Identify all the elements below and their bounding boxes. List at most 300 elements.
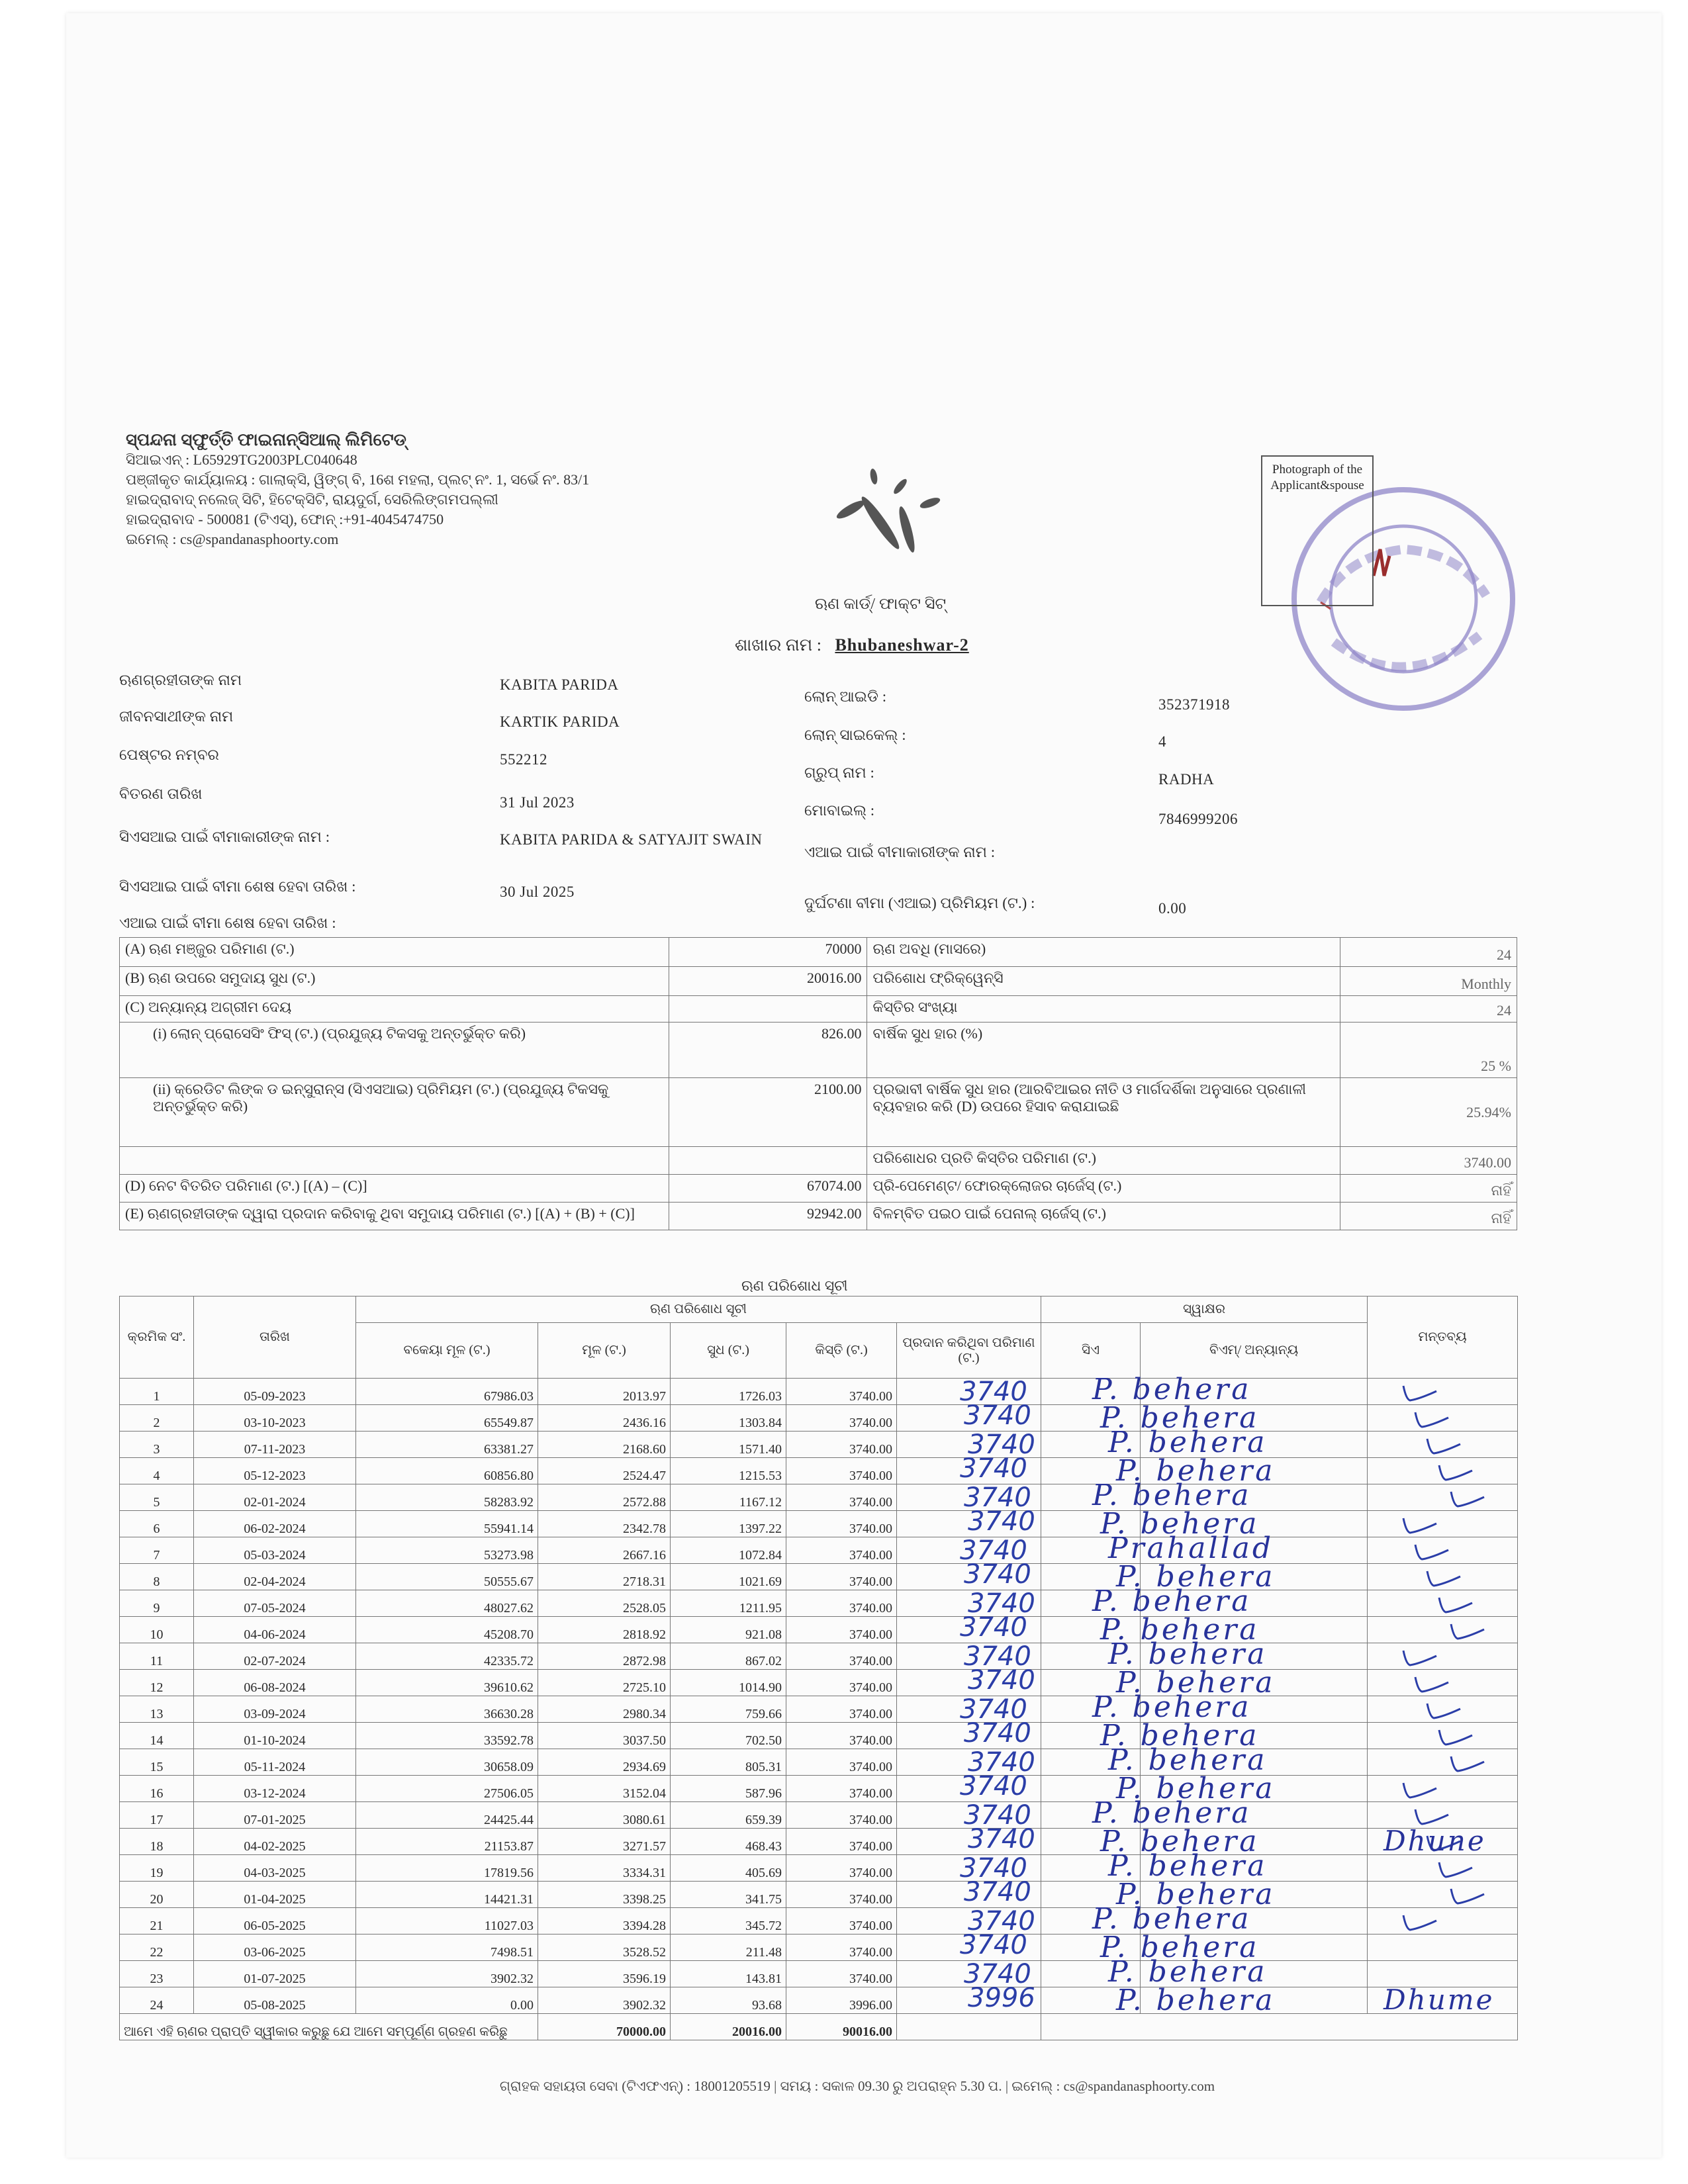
row-principal: 3528.52 xyxy=(538,1934,671,1961)
row-interest: 1215.53 xyxy=(671,1458,786,1484)
summary-row xyxy=(120,938,1517,967)
summary-left: (A) ଋଣ ମଞ୍ଜୁର ପରିମାଣ (ଟ.) xyxy=(120,938,669,967)
row-principal: 3398.25 xyxy=(538,1882,671,1908)
row-sl: 21 xyxy=(120,1908,194,1934)
schedule-row xyxy=(120,1908,1518,1934)
row-member-sign-cell xyxy=(1141,1961,1368,1987)
row-remarks-cell xyxy=(1368,1934,1518,1961)
row-outstanding: 58283.92 xyxy=(356,1484,538,1511)
row-remarks-cell xyxy=(1368,1484,1518,1511)
row-member-sign-cell xyxy=(1141,1829,1368,1855)
summary-right-value: 25 % xyxy=(1340,1023,1517,1078)
row-amount-paid-cell xyxy=(897,1749,1041,1776)
row-emi: 3740.00 xyxy=(786,1511,897,1537)
schedule-row xyxy=(120,1590,1518,1617)
total-interest: 20016.00 xyxy=(671,2014,786,2040)
handwritten-signature: P. behera xyxy=(1108,1743,1268,1777)
row-member-sign-cell xyxy=(1141,1934,1368,1961)
handwritten-remark: Dhume xyxy=(1383,1983,1495,2016)
row-interest: 1211.95 xyxy=(671,1590,786,1617)
handwritten-paid-amount: 3740 xyxy=(968,1747,1035,1778)
row-outstanding: 48027.62 xyxy=(356,1590,538,1617)
schedule-row xyxy=(120,1723,1518,1749)
row-staff-sign-cell xyxy=(1041,1643,1141,1670)
row-remarks-cell xyxy=(1368,1590,1518,1617)
repayment-schedule-table xyxy=(119,1296,1518,2040)
handwritten-signature: P. behera xyxy=(1108,1849,1268,1883)
row-staff-sign-cell xyxy=(1041,1590,1141,1617)
summary-right: ପରିଶୋଧର ପ୍ରତି କିସ୍ତିର ପରିମାଣ (ଟ.) xyxy=(867,1147,1340,1175)
row-principal: 2436.16 xyxy=(538,1405,671,1432)
handwritten-paid-amount: 3740 xyxy=(964,1559,1031,1590)
summary-row xyxy=(120,1078,1517,1147)
row-sl: 24 xyxy=(120,1987,194,2014)
handwritten-paid-amount: 3740 xyxy=(968,1665,1035,1696)
row-member-sign-cell xyxy=(1141,1511,1368,1537)
row-staff-sign-cell xyxy=(1041,1855,1141,1882)
row-sl: 5 xyxy=(120,1484,194,1511)
row-outstanding: 39610.62 xyxy=(356,1670,538,1696)
row-remarks-cell xyxy=(1368,1908,1518,1934)
row-remarks-cell xyxy=(1368,1987,1518,2014)
row-sl: 17 xyxy=(120,1802,194,1829)
handwritten-paid-amount: 3740 xyxy=(960,1853,1027,1884)
handwritten-paid-amount: 3740 xyxy=(960,1453,1027,1484)
ai-premium-label: ଦୁର୍ଘଟଣା ବୀମା (ଏଆଇ) ପ୍ରିମିୟମ (ଟ.) : xyxy=(804,895,1035,911)
row-interest: 468.43 xyxy=(671,1829,786,1855)
schedule-row xyxy=(120,1829,1518,1855)
row-interest: 805.31 xyxy=(671,1749,786,1776)
schedule-row xyxy=(120,1432,1518,1458)
row-member-sign-cell xyxy=(1141,1458,1368,1484)
handwritten-signature: P. behera xyxy=(1092,1373,1252,1406)
handwritten-signature: P. behera xyxy=(1108,1955,1268,1989)
total-principal: 70000.00 xyxy=(538,2014,671,2040)
row-remarks-cell xyxy=(1368,1458,1518,1484)
row-staff-sign-cell xyxy=(1041,1696,1141,1723)
row-amount-paid-cell xyxy=(897,1908,1041,1934)
row-staff-sign-cell xyxy=(1041,1537,1141,1564)
row-date: 01-04-2025 xyxy=(194,1882,356,1908)
schedule-title: ଋଣ ପରିଶୋଧ ସୂଚୀ xyxy=(741,1277,848,1294)
row-emi: 3740.00 xyxy=(786,1458,897,1484)
summary-left: (E) ଋଣଗ୍ରହୀତାଙ୍କ ଦ୍ୱାରା ପ୍ରଦାନ କରିବାକୁ ଥିବା ସମୁଦାୟ ପରିମାଣ (ଟ.) [(A) + (B) + (C)] xyxy=(120,1203,669,1230)
row-principal: 3271.57 xyxy=(538,1829,671,1855)
branch-label: ଶାଖାର ନାମ : xyxy=(735,635,821,655)
row-interest: 1726.03 xyxy=(671,1379,786,1405)
schedule-row xyxy=(120,1961,1518,1987)
schedule-row xyxy=(120,1643,1518,1670)
row-remarks-cell xyxy=(1368,1617,1518,1643)
csi-expiry-label: ସିଏସଆଇ ପାଇଁ ବୀମା ଶେଷ ହେବା ତାରିଖ : xyxy=(119,878,356,895)
row-amount-paid-cell xyxy=(897,1405,1041,1432)
row-interest: 1571.40 xyxy=(671,1432,786,1458)
row-member-sign-cell xyxy=(1141,1987,1368,2014)
handwritten-paid-amount: 3740 xyxy=(968,1430,1035,1460)
ai-premium-value: 0.00 xyxy=(1158,900,1187,917)
row-amount-paid-cell xyxy=(897,1511,1041,1537)
row-member-sign-cell xyxy=(1141,1855,1368,1882)
row-outstanding: 63381.27 xyxy=(356,1432,538,1458)
ai-insured-label: ଏଆଇ ପାଇଁ ବୀମାକାରୀଙ୍କ ନାମ : xyxy=(804,844,996,860)
col-header-outstanding: ବକେୟା ମୂଳ (ଟ.) xyxy=(356,1323,538,1379)
row-principal: 3152.04 xyxy=(538,1776,671,1802)
handwritten-paid-amount: 3740 xyxy=(964,1482,1031,1513)
row-amount-paid-cell xyxy=(897,1776,1041,1802)
csi-expiry-value: 30 Jul 2025 xyxy=(500,884,575,900)
row-emi: 3740.00 xyxy=(786,1802,897,1829)
summary-right: ପ୍ରି-ପେମେଣ୍ଟ/ ଫୋରକ୍ଲୋଜର ଚାର୍ଜେସ୍ (ଟ.) xyxy=(867,1175,1340,1203)
schedule-row xyxy=(120,1379,1518,1405)
row-remarks-cell xyxy=(1368,1432,1518,1458)
row-member-sign-cell xyxy=(1141,1723,1368,1749)
row-interest: 1072.84 xyxy=(671,1537,786,1564)
handwritten-remark: Dhune xyxy=(1383,1825,1486,1857)
row-amount-paid-cell xyxy=(897,1590,1041,1617)
company-address-line-1: ପଞ୍ଜୀକୃତ କାର୍ଯ୍ୟାଳୟ : ଗାଲାକ୍ସି, ୱିଙ୍ଗ୍ ବି, 16ଶ ମହଲା, ପ୍ଲଟ୍ ନଂ. 1, ସର୍ଭେ ନଂ. 83/1 xyxy=(126,471,589,488)
row-amount-paid-cell xyxy=(897,1696,1041,1723)
row-member-sign-cell xyxy=(1141,1379,1368,1405)
row-amount-paid-cell xyxy=(897,1829,1041,1855)
row-sl: 2 xyxy=(120,1405,194,1432)
row-emi: 3740.00 xyxy=(786,1537,897,1564)
handwritten-paid-amount: 3740 xyxy=(964,1877,1031,1907)
schedule-row xyxy=(120,1405,1518,1432)
card-title: ଋଣ କାର୍ଡ୍/ ଫାକ୍ଟ ସିଟ୍ xyxy=(814,596,947,613)
company-logo xyxy=(814,457,947,569)
col-header-sl: କ୍ରମିକ ସଂ. xyxy=(120,1297,194,1379)
branch-value: Bhubaneshwar-2 xyxy=(835,635,969,655)
company-name: ସ୍ପନ୍ଦନା ସ୍ଫୁର୍ତ୍ତି ଫାଇନାନ୍ସିଆଲ୍ ଲିମିଟେଡ୍ xyxy=(126,430,406,449)
disbursement-date-value: 31 Jul 2023 xyxy=(500,794,575,811)
col-group-signature: ସ୍ୱାକ୍ଷର xyxy=(1041,1297,1368,1323)
handwritten-signature: P. behera xyxy=(1092,1690,1252,1724)
col-header-interest: ସୁଧ (ଟ.) xyxy=(671,1323,786,1379)
row-amount-paid-cell xyxy=(897,1802,1041,1829)
company-header xyxy=(126,430,589,549)
spouse-name-value: KARTIK PARIDA xyxy=(500,713,620,730)
row-remarks-cell xyxy=(1368,1723,1518,1749)
row-outstanding: 27506.05 xyxy=(356,1776,538,1802)
row-date: 01-07-2025 xyxy=(194,1961,356,1987)
schedule-row xyxy=(120,1670,1518,1696)
handwritten-paid-amount: 3740 xyxy=(960,1377,1027,1407)
handwritten-signature: P. behera xyxy=(1116,1454,1276,1488)
row-date: 05-11-2024 xyxy=(194,1749,356,1776)
row-emi: 3740.00 xyxy=(786,1643,897,1670)
row-principal: 2872.98 xyxy=(538,1643,671,1670)
row-amount-paid-cell xyxy=(897,1643,1041,1670)
handwritten-paid-amount: 3740 xyxy=(968,1906,1035,1936)
row-principal: 3080.61 xyxy=(538,1802,671,1829)
summary-right: ପ୍ରଭାବୀ ବାର୍ଷିକ ସୁଧ ହାର (ଆରବିଆଇର ନୀତି ଓ ମାର୍ଗଦର୍ଶିକା ଅନୁସାରେ ପ୍ରଣାଳୀ ବ୍ୟବହାର କରି (D) ଉପରେ ହିସାବ କରାଯାଇଛି xyxy=(867,1078,1340,1147)
row-date: 07-01-2025 xyxy=(194,1802,356,1829)
loan-summary-table xyxy=(119,937,1517,1230)
row-sl: 22 xyxy=(120,1934,194,1961)
handwritten-paid-amount: 3740 xyxy=(960,1694,1027,1725)
row-emi: 3740.00 xyxy=(786,1776,897,1802)
spouse-name-label: ଜୀବନସାଥୀଙ୍କ ନାମ xyxy=(119,708,234,725)
row-date: 02-04-2024 xyxy=(194,1564,356,1590)
row-staff-sign-cell xyxy=(1041,1882,1141,1908)
row-interest: 211.48 xyxy=(671,1934,786,1961)
row-remarks-cell xyxy=(1368,1696,1518,1723)
row-outstanding: 50555.67 xyxy=(356,1564,538,1590)
row-interest: 759.66 xyxy=(671,1696,786,1723)
row-member-sign-cell xyxy=(1141,1537,1368,1564)
col-header-staff-sign: ସିଏ xyxy=(1041,1323,1141,1379)
summary-right: କିସ୍ତିର ସଂଖ୍ୟା xyxy=(867,996,1340,1023)
row-outstanding: 21153.87 xyxy=(356,1829,538,1855)
row-member-sign-cell xyxy=(1141,1484,1368,1511)
row-amount-paid-cell xyxy=(897,1987,1041,2014)
summary-num xyxy=(669,996,867,1023)
row-remarks-cell xyxy=(1368,1511,1518,1537)
row-principal: 3037.50 xyxy=(538,1723,671,1749)
row-principal: 2572.88 xyxy=(538,1484,671,1511)
row-principal: 3394.28 xyxy=(538,1908,671,1934)
row-outstanding: 36630.28 xyxy=(356,1696,538,1723)
row-remarks-cell xyxy=(1368,1829,1518,1855)
row-date: 04-06-2024 xyxy=(194,1617,356,1643)
col-header-amount-paid: ପ୍ରଦାନ କରିଥିବା ପରିମାଣ (ଟ.) xyxy=(897,1323,1041,1379)
row-amount-paid-cell xyxy=(897,1537,1041,1564)
row-remarks-cell xyxy=(1368,1405,1518,1432)
handwritten-signature: P. behera xyxy=(1092,1584,1252,1618)
handwritten-signature: P. behera xyxy=(1108,1637,1268,1671)
row-outstanding: 7498.51 xyxy=(356,1934,538,1961)
summary-right-value: 24 xyxy=(1340,938,1517,967)
row-sl: 19 xyxy=(120,1855,194,1882)
handwritten-paid-amount: 3996 xyxy=(968,1983,1035,2013)
row-staff-sign-cell xyxy=(1041,1802,1141,1829)
row-staff-sign-cell xyxy=(1041,1458,1141,1484)
row-principal: 3596.19 xyxy=(538,1961,671,1987)
row-remarks-cell xyxy=(1368,1749,1518,1776)
row-remarks-cell xyxy=(1368,1564,1518,1590)
col-header-principal: ମୂଳ (ଟ.) xyxy=(538,1323,671,1379)
summary-left: (D) ନେଟ ବିତରିତ ପରିମାଣ (ଟ.) [(A) – (C)] xyxy=(120,1175,669,1203)
row-interest: 341.75 xyxy=(671,1882,786,1908)
summary-num: 67074.00 xyxy=(669,1175,867,1203)
schedule-row xyxy=(120,1537,1518,1564)
row-principal: 2013.97 xyxy=(538,1379,671,1405)
handwritten-signature: P. behera xyxy=(1100,1401,1260,1435)
row-staff-sign-cell xyxy=(1041,1379,1141,1405)
col-header-date: ତାରିଖ xyxy=(194,1297,356,1379)
handwritten-signature: P. behera xyxy=(1100,1507,1260,1541)
group-name-value: RADHA xyxy=(1158,771,1215,788)
summary-row xyxy=(120,1023,1517,1078)
col-header-emi: କିସ୍ତି (ଟ.) xyxy=(786,1323,897,1379)
schedule-row xyxy=(120,1776,1518,1802)
pester-number-label: ପେଷ୍ଟର ନମ୍ବର xyxy=(119,747,219,763)
handwritten-signature: P. behera xyxy=(1108,1426,1268,1459)
row-principal: 2718.31 xyxy=(538,1564,671,1590)
handwritten-signature: P. behera xyxy=(1100,1719,1260,1752)
row-member-sign-cell xyxy=(1141,1432,1368,1458)
row-member-sign-cell xyxy=(1141,1776,1368,1802)
row-sl: 7 xyxy=(120,1537,194,1564)
company-email: ଇମେଲ୍ : cs@spandanasphoorty.com xyxy=(126,531,339,547)
row-staff-sign-cell xyxy=(1041,1670,1141,1696)
schedule-row xyxy=(120,1511,1518,1537)
row-date: 04-02-2025 xyxy=(194,1829,356,1855)
row-sl: 23 xyxy=(120,1961,194,1987)
row-interest: 587.96 xyxy=(671,1776,786,1802)
handwritten-signature: P. behera xyxy=(1116,1560,1276,1594)
row-interest: 702.50 xyxy=(671,1723,786,1749)
col-group-repayment: ଋଣ ପରିଶୋଧ ସୂଚୀ xyxy=(356,1297,1041,1323)
handwritten-paid-amount: 3740 xyxy=(964,1959,1031,1989)
schedule-row xyxy=(120,1458,1518,1484)
row-sl: 11 xyxy=(120,1643,194,1670)
row-sl: 16 xyxy=(120,1776,194,1802)
row-emi: 3740.00 xyxy=(786,1484,897,1511)
handwritten-paid-amount: 3740 xyxy=(960,1930,1027,1960)
summary-right-value: Monthly xyxy=(1340,967,1517,996)
row-remarks-cell xyxy=(1368,1882,1518,1908)
summary-left: (C) ଅନ୍ୟାନ୍ୟ ଅଗ୍ରୀମ ଦେୟ xyxy=(120,996,669,1023)
row-staff-sign-cell xyxy=(1041,1405,1141,1432)
row-date: 05-09-2023 xyxy=(194,1379,356,1405)
csi-insured-label: ସିଏସଆଇ ପାଇଁ ବୀମାକାରୀଙ୍କ ନାମ : xyxy=(119,829,330,845)
handwritten-signature: P. behera xyxy=(1116,1772,1276,1805)
row-sl: 12 xyxy=(120,1670,194,1696)
row-emi: 3740.00 xyxy=(786,1829,897,1855)
handwritten-paid-amount: 3740 xyxy=(960,1535,1027,1566)
schedule-row xyxy=(120,1882,1518,1908)
row-staff-sign-cell xyxy=(1041,1776,1141,1802)
row-sl: 6 xyxy=(120,1511,194,1537)
row-date: 02-07-2024 xyxy=(194,1643,356,1670)
row-member-sign-cell xyxy=(1141,1908,1368,1934)
summary-left: (i) ଲୋନ୍ ପ୍ରୋସେସିଂ ଫିସ୍ (ଟ.) (ପ୍ରଯୁଜ୍ୟ ଟିକସକୁ ଅନ୍ତର୍ଭୁକ୍ତ କରି) xyxy=(120,1023,669,1078)
row-outstanding: 3902.32 xyxy=(356,1961,538,1987)
schedule-total-row xyxy=(120,2014,1518,2040)
row-member-sign-cell xyxy=(1141,1643,1368,1670)
row-outstanding: 14421.31 xyxy=(356,1882,538,1908)
row-outstanding: 33592.78 xyxy=(356,1723,538,1749)
row-principal: 2342.78 xyxy=(538,1511,671,1537)
row-date: 06-02-2024 xyxy=(194,1511,356,1537)
row-emi: 3740.00 xyxy=(786,1405,897,1432)
row-remarks-cell xyxy=(1368,1855,1518,1882)
row-sl: 8 xyxy=(120,1564,194,1590)
row-date: 06-05-2025 xyxy=(194,1908,356,1934)
handwritten-signature: Prahallad xyxy=(1108,1531,1274,1565)
handwritten-paid-amount: 3740 xyxy=(960,1771,1027,1801)
row-emi: 3740.00 xyxy=(786,1855,897,1882)
row-date: 03-12-2024 xyxy=(194,1776,356,1802)
row-member-sign-cell xyxy=(1141,1670,1368,1696)
row-staff-sign-cell xyxy=(1041,1749,1141,1776)
row-emi: 3740.00 xyxy=(786,1590,897,1617)
row-member-sign-cell xyxy=(1141,1802,1368,1829)
row-sl: 10 xyxy=(120,1617,194,1643)
disbursement-date-label: ବିତରଣ ତାରିଖ xyxy=(119,786,203,802)
schedule-row xyxy=(120,1802,1518,1829)
row-emi: 3740.00 xyxy=(786,1723,897,1749)
row-staff-sign-cell xyxy=(1041,1511,1141,1537)
summary-right-value: 3740.00 xyxy=(1340,1147,1517,1175)
row-amount-paid-cell xyxy=(897,1882,1041,1908)
page-footer: ଗ୍ରାହକ ସହାୟତା ସେବା (ଟିଏଫଏନ୍) : 18001205519 | ସମୟ : ସକାଳ 09.30 ରୁ ଅପରାହ୍ନ 5.30 ପ. | ଇମେଲ୍ : cs@spandanasphoorty.com xyxy=(499,2078,1215,2094)
row-principal: 2980.34 xyxy=(538,1696,671,1723)
row-amount-paid-cell xyxy=(897,1484,1041,1511)
handwritten-signature: P. behera xyxy=(1100,1931,1260,1964)
row-outstanding: 0.00 xyxy=(356,1987,538,2014)
row-amount-paid-cell xyxy=(897,1432,1041,1458)
borrower-name-label: ଋଣଗ୍ରହୀତାଙ୍କ ନାମ xyxy=(119,672,242,688)
row-member-sign-cell xyxy=(1141,1564,1368,1590)
handwritten-paid-amount: 3740 xyxy=(968,1506,1035,1537)
row-amount-paid-cell xyxy=(897,1961,1041,1987)
summary-left: (ii) କ୍ରେଡିଟ ଲିଙ୍କ ଡ ଇନ୍ସୁରାନ୍ସ (ସିଏସଆଇ) ପ୍ରିମିୟମ (ଟ.) (ପ୍ରଯୁଜ୍ୟ ଟିକସକୁ ଅନ୍ତର୍ଭୁକ୍ତ କରି) xyxy=(120,1078,669,1147)
summary-row xyxy=(120,1147,1517,1175)
schedule-row xyxy=(120,1749,1518,1776)
row-principal: 3902.32 xyxy=(538,1987,671,2014)
summary-right: ପରିଶୋଧ ଫ୍ରିକ୍ୱେନ୍ସି xyxy=(867,967,1340,996)
row-staff-sign-cell xyxy=(1041,1723,1141,1749)
acknowledgement-text: ଆମେ ଏହି ଋଣର ପ୍ରାପ୍ତି ସ୍ୱୀକାର କରୁଛୁ ଯେ ଆମେ ସମ୍ପୂର୍ଣ୍ଣ ଗ୍ରହଣ କରିଛୁ xyxy=(120,2014,538,2040)
row-member-sign-cell xyxy=(1141,1882,1368,1908)
summary-right-value: 24 xyxy=(1340,996,1517,1023)
summary-right-value: 25.94% xyxy=(1340,1078,1517,1147)
row-outstanding: 42335.72 xyxy=(356,1643,538,1670)
row-amount-paid-cell xyxy=(897,1723,1041,1749)
borrower-name-value: KABITA PARIDA xyxy=(500,676,619,693)
total-signature-cell xyxy=(1041,2014,1518,2040)
photo-box-label: Photograph of the Applicant&spouse xyxy=(1270,463,1364,492)
row-remarks-cell xyxy=(1368,1537,1518,1564)
schedule-body xyxy=(120,1379,1518,2014)
summary-num xyxy=(669,1147,867,1175)
schedule-row xyxy=(120,1696,1518,1723)
row-outstanding: 55941.14 xyxy=(356,1511,538,1537)
row-staff-sign-cell xyxy=(1041,1432,1141,1458)
row-staff-sign-cell xyxy=(1041,1934,1141,1961)
handwritten-paid-amount: 3740 xyxy=(964,1641,1031,1672)
row-outstanding: 17819.56 xyxy=(356,1855,538,1882)
summary-left xyxy=(120,1147,669,1175)
summary-num: 92942.00 xyxy=(669,1203,867,1230)
summary-right-value: ନାହିଁ xyxy=(1340,1175,1517,1203)
ai-expiry-label: ଏଆଇ ପାଇଁ ବୀମା ଶେଷ ହେବା ତାରିଖ : xyxy=(119,915,336,931)
row-principal: 2934.69 xyxy=(538,1749,671,1776)
row-member-sign-cell xyxy=(1141,1617,1368,1643)
row-principal: 2168.60 xyxy=(538,1432,671,1458)
handwritten-paid-amount: 3740 xyxy=(964,1800,1031,1831)
company-address-line-2: ହାଇଦ୍ରାବାଦ୍ ନଲେଜ୍ ସିଟି, ହିଟେକ୍ସିଟି, ରାୟଦୁର୍ଗ, ସେରିଲିଙ୍ଗମପଲ୍ଲୀ xyxy=(126,491,498,508)
row-emi: 3740.00 xyxy=(786,1961,897,1987)
row-outstanding: 60856.80 xyxy=(356,1458,538,1484)
row-staff-sign-cell xyxy=(1041,1484,1141,1511)
handwritten-signature: P. behera xyxy=(1092,1902,1252,1936)
row-date: 03-06-2025 xyxy=(194,1934,356,1961)
handwritten-signature: P. behera xyxy=(1116,1666,1276,1700)
row-date: 06-08-2024 xyxy=(194,1670,356,1696)
summary-right: ଋଣ ଅବଧି (ମାସରେ) xyxy=(867,938,1340,967)
row-outstanding: 24425.44 xyxy=(356,1802,538,1829)
row-member-sign-cell xyxy=(1141,1749,1368,1776)
row-sl: 4 xyxy=(120,1458,194,1484)
row-amount-paid-cell xyxy=(897,1855,1041,1882)
schedule-row xyxy=(120,1855,1518,1882)
schedule-row xyxy=(120,1484,1518,1511)
row-date: 05-12-2023 xyxy=(194,1458,356,1484)
handwritten-signature: P. behera xyxy=(1100,1613,1260,1647)
